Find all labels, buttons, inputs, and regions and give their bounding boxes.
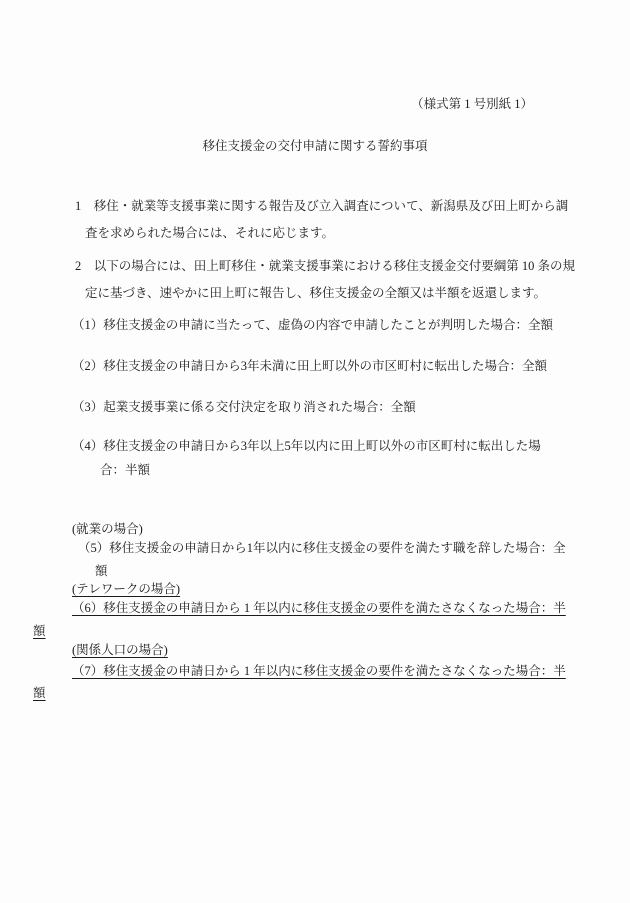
item-7-line-2: 額 [33,686,46,700]
item-6-line-1: （6）移住支援金の申請日から 1 年以内に移住支援金の要件を満たさなくなった場合：半 [72,601,566,615]
item-1: （1）移住支援金の申請に当たって、虚偽の内容で申請したことが判明した場合：全額 [72,318,554,332]
clause-1-line-2: 査を求められた場合には、それに応じます。 [85,226,335,240]
item-6-line-2: 額 [33,624,46,638]
item-4-line-2: 合：半額 [100,463,151,477]
document-title: 移住支援金の交付申請に関する誓約事項 [202,139,428,153]
section-header-related-population: (関係人口の場合) [72,643,168,657]
item-2: （2）移住支援金の申請日から3年未満に田上町以外の市区町村に転出した場合：全額 [72,359,548,373]
section-header-telework: (テレワークの場合) [72,582,181,596]
clause-2-line-2: 定に基づき、速やかに田上町に報告し、移住支援金の全額又は半額を返還します。 [85,286,547,300]
section-header-employment: (就業の場合) [72,522,143,536]
item-4-line-1: （4）移住支援金の申請日から3年以上5年以内に田上町以外の市区町村に転出した場 [72,439,541,453]
item-5-line-1: （5）移住支援金の申請日から1年以内に移住支援金の要件を満たす職を辞した場合：全 [78,541,566,555]
item-3: （3）起業支援事業に係る交付決定を取り消された場合：全額 [72,400,416,414]
clause-2-line-1: 2 以下の場合には、田上町移住・就業支援事業における移住支援金交付要綱第 10 条の規 [75,259,576,273]
form-number-label: （様式第 1 号別紙 1） [411,97,533,111]
item-5-line-2: 額 [95,564,108,578]
clause-1-line-1: 1 移住・就業等支援事業に関する報告及び立入調査について、新潟県及び田上町から調 [75,199,569,213]
item-7-line-1: （7）移住支援金の申請日から 1 年以内に移住支援金の要件を満たさなくなった場合：半 [72,664,566,678]
